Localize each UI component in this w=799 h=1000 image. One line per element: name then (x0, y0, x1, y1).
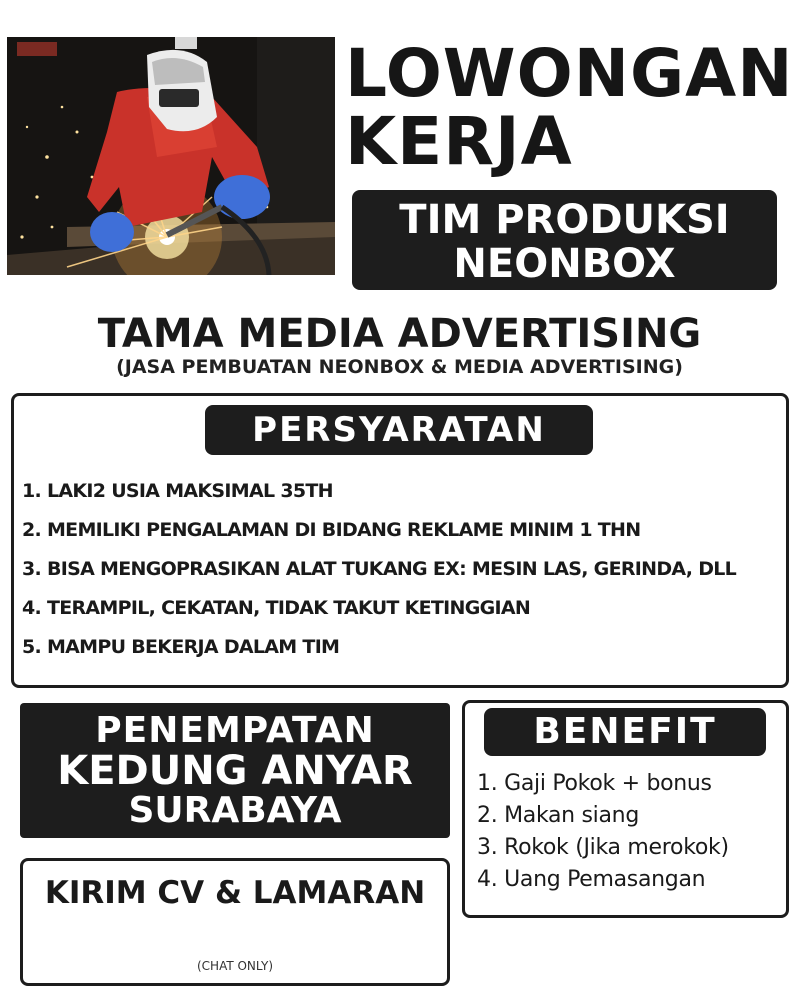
requirements-title: PERSYARATAN (205, 405, 593, 455)
benefit-item: 3. Rokok (Jika merokok) (477, 835, 729, 860)
requirement-item: 4. TERAMPIL, CEKATAN, TIDAK TAKUT KETINGGIAN (22, 597, 531, 619)
position-line-1: TIM PRODUKSI (399, 197, 730, 243)
position-box (352, 190, 777, 290)
benefit-item: 1. Gaji Pokok + bonus (477, 771, 712, 796)
benefit-item: 4. Uang Pemasangan (477, 867, 706, 892)
placement-box (20, 703, 450, 838)
requirements-list (22, 472, 787, 667)
requirement-item: 2. MEMILIKI PENGALAMAN DI BIDANG REKLAME MINIM 1 THN (22, 519, 641, 541)
placement-line-1: PENEMPATAN (95, 710, 375, 751)
benefit-list (477, 768, 787, 896)
requirement-item: 5. MAMPU BEKERJA DALAM TIM (22, 636, 340, 658)
placement-line-2: KEDUNG ANYAR (57, 748, 413, 794)
apply-title: KIRIM CV & LAMARAN (44, 875, 426, 911)
benefit-item: 2. Makan siang (477, 803, 639, 828)
requirement-item: 1. LAKI2 USIA MAKSIMAL 35TH (22, 480, 333, 502)
requirement-item: 3. BISA MENGOPRASIKAN ALAT TUKANG EX: MESIN LAS, GERINDA, DLL (22, 558, 737, 580)
welder-photo-icon (7, 37, 335, 275)
headline-line-2: KERJA (345, 103, 573, 180)
headline (345, 35, 794, 180)
welder-photo (7, 37, 335, 275)
placement-line-3: SURABAYA (128, 790, 342, 831)
benefit-title: BENEFIT (484, 708, 766, 756)
position-line-2: NEONBOX (453, 241, 676, 287)
company-name: TAMA MEDIA ADVERTISING (97, 311, 702, 357)
apply-note: (CHAT ONLY) (196, 959, 274, 973)
company-tagline: (JASA PEMBUATAN NEONBOX & MEDIA ADVERTISING) (116, 356, 683, 378)
headline-line-1: LOWONGAN (345, 35, 794, 112)
